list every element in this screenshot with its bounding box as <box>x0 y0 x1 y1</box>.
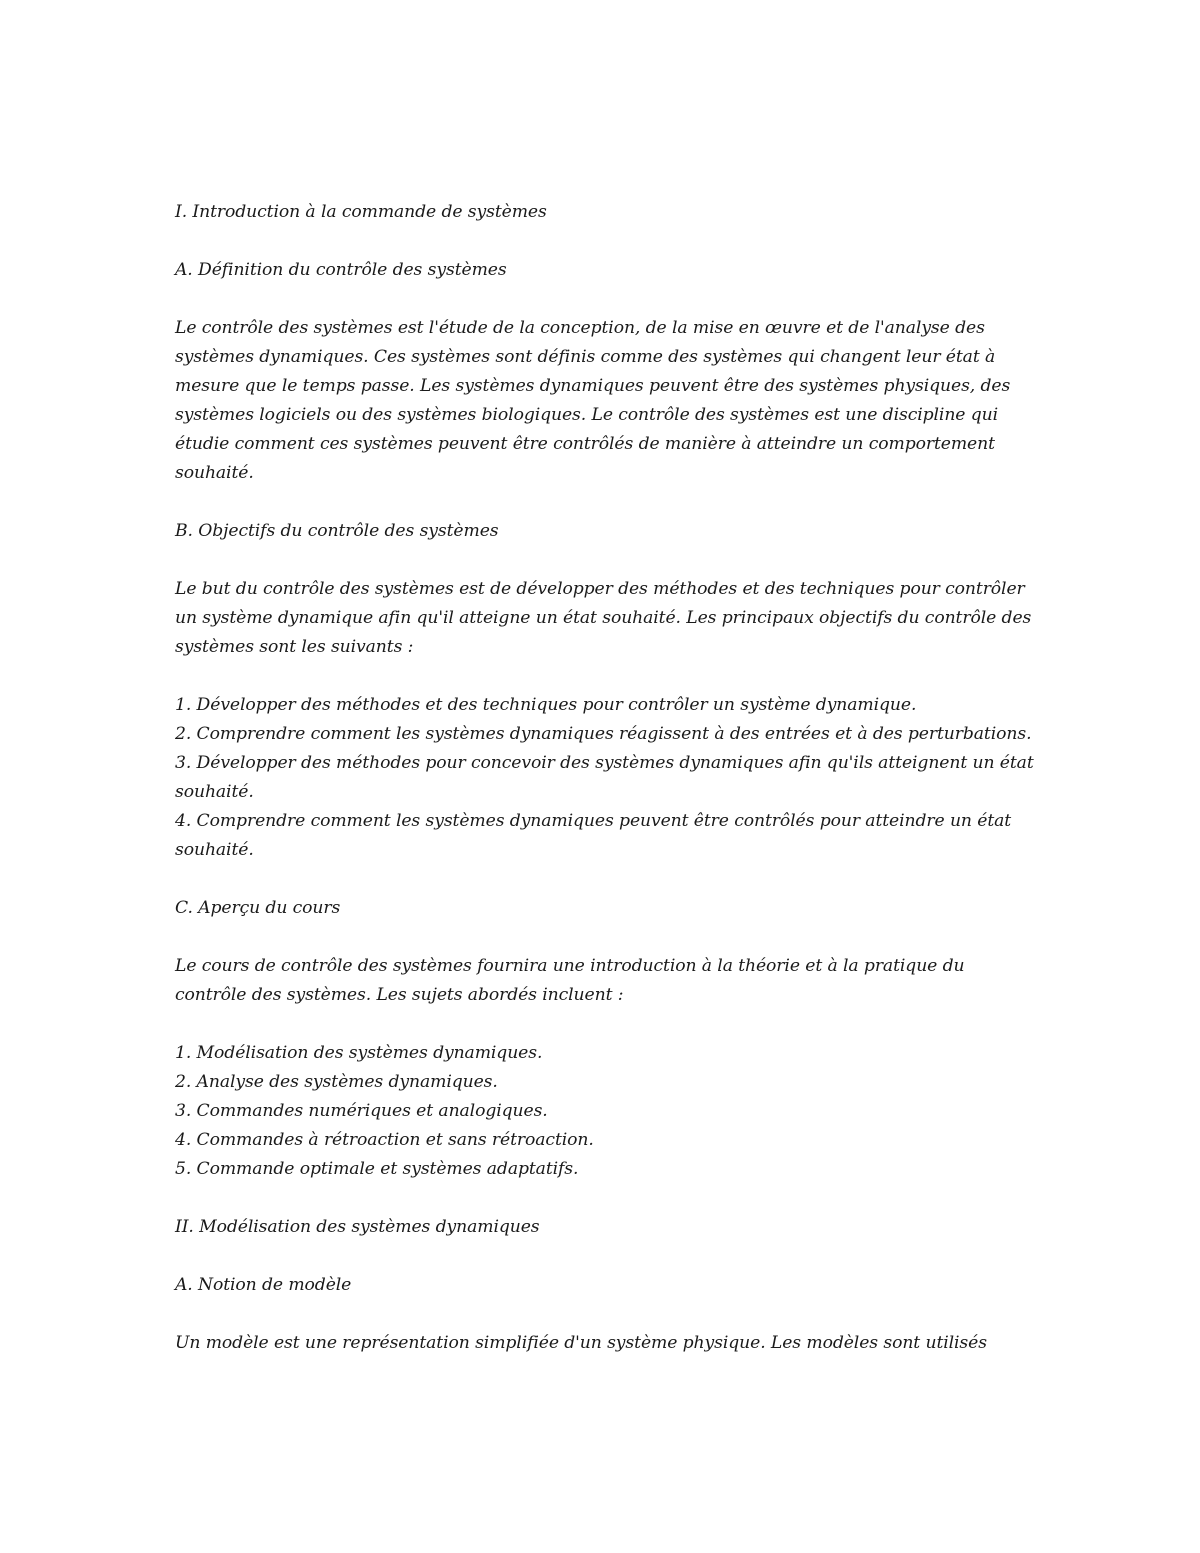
list-item: 2. Comprendre comment les systèmes dynamiques réagissent à des entrées et à des perturbations. <box>175 724 1032 744</box>
document-page <box>175 198 1035 1387</box>
paragraph-course-overview: Le cours de contrôle des systèmes fournira une introduction à la théorie et à la pratique du contrôle des systèmes. Les sujets abordés incluent : <box>175 956 965 1005</box>
topics-list <box>175 1039 1035 1184</box>
section-heading-1: I. Introduction à la commande de systèmes <box>175 202 547 222</box>
list-item: 1. Développer des méthodes et des techniques pour contrôler un système dynamique. <box>175 695 917 715</box>
subsection-heading-1a: A. Définition du contrôle des systèmes <box>175 260 507 280</box>
subsection-heading-2a: A. Notion de modèle <box>175 1275 352 1295</box>
list-item: 1. Modélisation des systèmes dynamiques. <box>175 1043 543 1063</box>
list-item: 4. Comprendre comment les systèmes dynamiques peuvent être contrôlés pour atteindre un état souhaité. <box>175 811 1012 860</box>
list-item: 2. Analyse des systèmes dynamiques. <box>175 1072 498 1092</box>
subsection-heading-1c: C. Aperçu du cours <box>175 898 341 918</box>
paragraph-objectives: Le but du contrôle des systèmes est de développer des méthodes et des techniques pour contrôler un système dynamique afin qu'il atteigne un état souhaité. Les principaux objectifs du contrôle des systèmes sont les suivants : <box>175 579 1032 657</box>
subsection-heading-1b: B. Objectifs du contrôle des systèmes <box>175 521 499 541</box>
list-item: 3. Développer des méthodes pour concevoir des systèmes dynamiques afin qu'ils atteignent un état souhaité. <box>175 753 1034 802</box>
section-heading-2: II. Modélisation des systèmes dynamiques <box>175 1217 540 1237</box>
objectives-list <box>175 691 1035 865</box>
list-item: 5. Commande optimale et systèmes adaptatifs. <box>175 1159 579 1179</box>
paragraph-definition: Le contrôle des systèmes est l'étude de la conception, de la mise en œuvre et de l'analyse des systèmes dynamiques. Ces systèmes sont définis comme des systèmes qui changent leur état à mesure que le temps passe. Les systèmes dynamiques peuvent être des systèmes physiques, des systèmes logiciels ou des systèmes biologiques. Le contrôle des systèmes est une discipline qui étudie comment ces systèmes peuvent être contrôlés de manière à atteindre un comportement souhaité. <box>175 318 1011 483</box>
paragraph-model-notion: Un modèle est une représentation simplifiée d'un système physique. Les modèles sont utilisés <box>175 1333 987 1353</box>
list-item: 4. Commandes à rétroaction et sans rétroaction. <box>175 1130 594 1150</box>
list-item: 3. Commandes numériques et analogiques. <box>175 1101 548 1121</box>
